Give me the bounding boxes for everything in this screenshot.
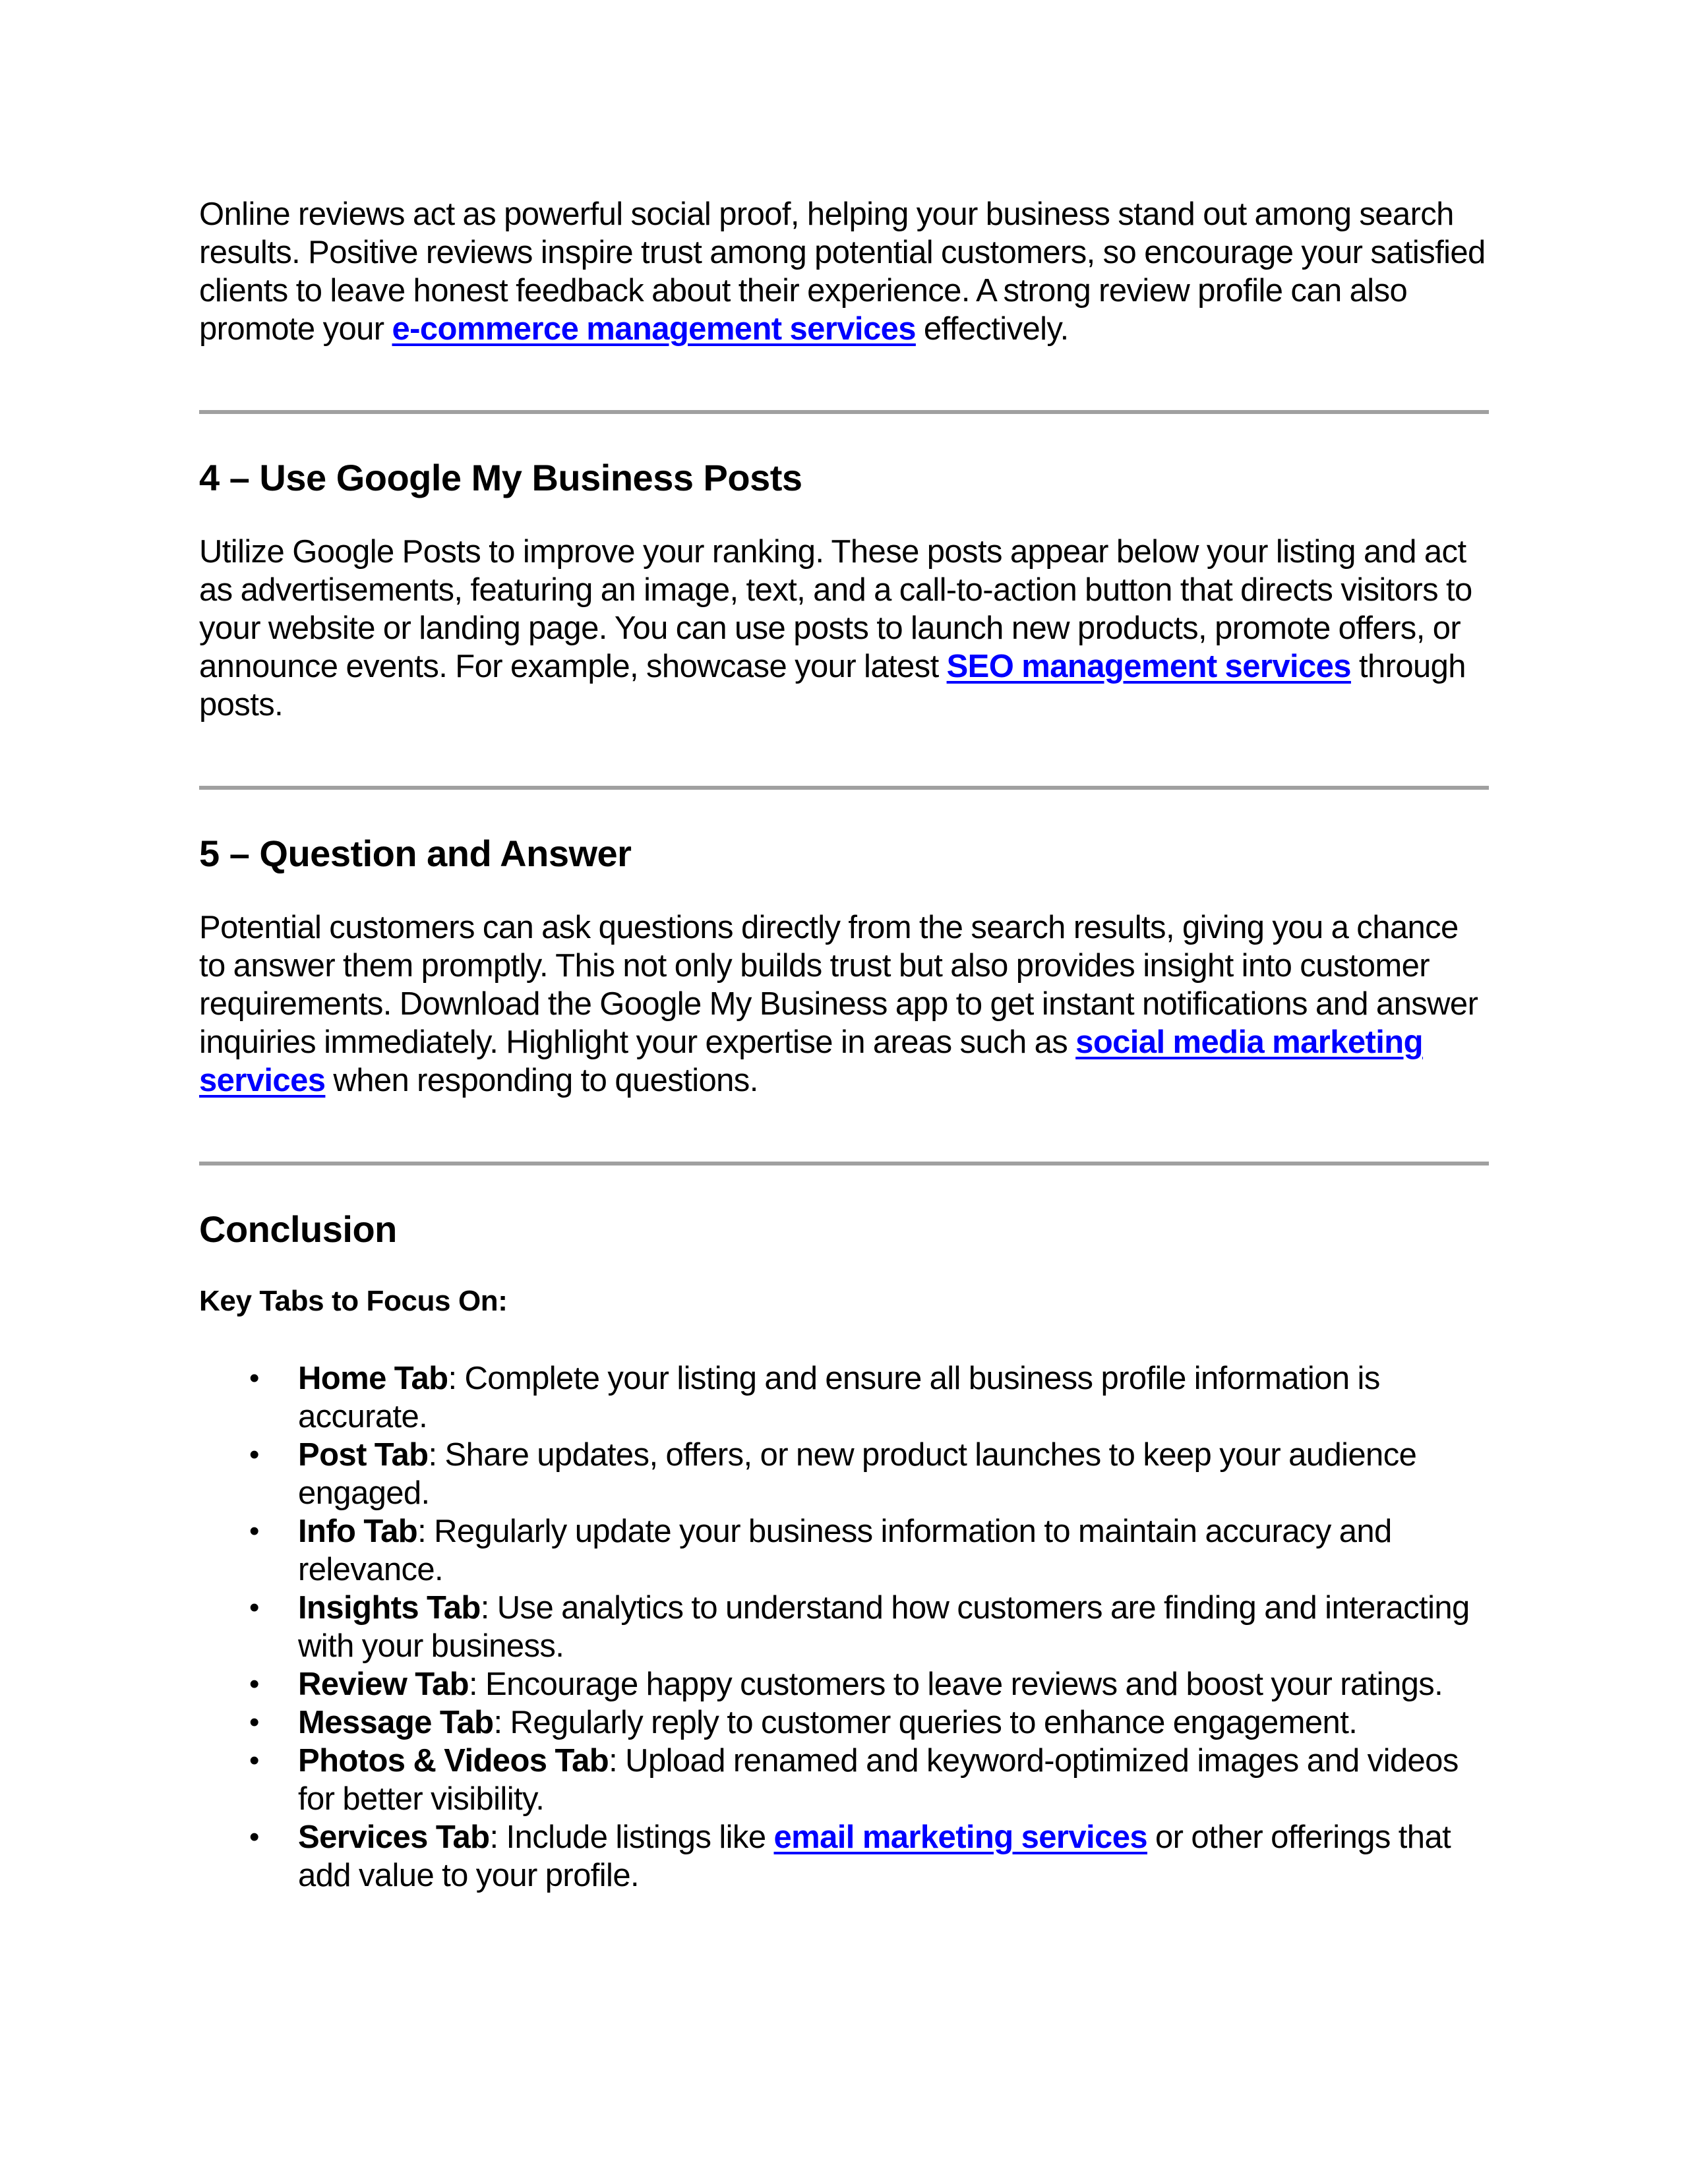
list-item-text: : Use analytics to understand how customers are finding and interacting with your business.	[298, 1590, 1470, 1664]
bullet-icon: •	[249, 1515, 259, 1547]
list-item-label: Message Tab	[298, 1705, 494, 1740]
section-text-after-link: through posts.	[199, 649, 1466, 723]
conclusion-heading: Conclusion	[199, 1208, 397, 1250]
list-item-label: Photos & Videos Tab	[298, 1743, 609, 1779]
list-item-label: Services Tab	[298, 1819, 490, 1855]
list-item-services-tab	[199, 1818, 1492, 1895]
key-tabs-list	[199, 1359, 1492, 1895]
seo-management-services-link[interactable]: SEO management services	[946, 649, 1351, 684]
list-item-text: : Share updates, offers, or new product launches to keep your audience engaged.	[298, 1437, 1417, 1511]
list-item-review-tab	[199, 1665, 1492, 1703]
key-tabs-subheading: Key Tabs to Focus On:	[199, 1285, 508, 1317]
section-heading-question-answer: 5 – Question and Answer	[199, 833, 632, 874]
list-item-post-tab	[199, 1436, 1492, 1512]
list-item-text: : Regularly update your business information to maintain accuracy and relevance.	[298, 1514, 1392, 1587]
list-item-label: Post Tab	[298, 1437, 429, 1473]
list-item-text: : Encourage happy customers to leave reviews and boost your ratings.	[468, 1667, 1443, 1702]
section-text-before-link: Potential customers can ask questions directly from the search results, giving you a chance to answer them promptly. This not only builds trust but also provides insight into customer requirements. Download the Google My Business app to get instant notifications and answer inquiries immediately. Highlight your expertise in areas such as	[199, 910, 1478, 1060]
bullet-icon: •	[249, 1362, 259, 1394]
section-text-before-link: Utilize Google Posts to improve your ranking. These posts appear below your listing and act as advertisements, featuring an image, text, and a call-to-action button that directs visitors to your website or landing page. You can use posts to launch new products, promote offers, or announce events. For example, showcase your latest	[199, 534, 1472, 684]
bullet-icon: •	[249, 1668, 259, 1700]
section-heading-google-posts: 4 – Use Google My Business Posts	[199, 457, 802, 498]
document-page	[199, 195, 1492, 1895]
list-item-text-before-link: : Include listings like	[489, 1819, 774, 1855]
ecommerce-management-services-link[interactable]: e-commerce management services	[392, 311, 916, 347]
section-paragraph-google-posts	[199, 533, 1492, 724]
intro-text-after-link: effectively.	[915, 311, 1069, 347]
list-item-label: Info Tab	[298, 1514, 418, 1549]
list-item-text: : Regularly reply to customer queries to enhance engagement.	[493, 1705, 1358, 1740]
list-item-home-tab	[199, 1359, 1492, 1436]
intro-text-before-link: Online reviews act as powerful social proof, helping your business stand out among search results. Positive reviews inspire trust among potential customers, so encourage your satisfied clients to leave honest feedback about their experience. A strong review profile can also promote your	[199, 196, 1486, 347]
list-item-label: Review Tab	[298, 1667, 469, 1702]
bullet-icon: •	[249, 1591, 259, 1624]
list-item-label: Home Tab	[298, 1361, 448, 1396]
list-item-info-tab	[199, 1512, 1492, 1589]
list-item-text-after-link: or other offerings that add value to your profile.	[298, 1819, 1451, 1893]
social-media-marketing-services-link[interactable]: social media marketing services	[199, 1024, 1423, 1098]
email-marketing-services-link[interactable]: email marketing services	[773, 1819, 1148, 1855]
bullet-icon: •	[249, 1821, 259, 1853]
bullet-icon: •	[249, 1438, 259, 1471]
list-item-message-tab	[199, 1703, 1492, 1742]
list-item-insights-tab	[199, 1589, 1492, 1665]
bullet-icon: •	[249, 1706, 259, 1738]
section-text-after-link: when responding to questions.	[325, 1063, 758, 1098]
section-paragraph-question-answer	[199, 908, 1492, 1100]
list-item-photos-videos-tab	[199, 1742, 1492, 1818]
list-item-text: : Upload renamed and keyword-optimized images and videos for better visibility.	[298, 1743, 1459, 1817]
list-item-text: : Complete your listing and ensure all business profile information is accurate.	[298, 1361, 1380, 1434]
list-item-label: Insights Tab	[298, 1590, 481, 1626]
intro-paragraph	[199, 195, 1492, 348]
bullet-icon: •	[249, 1744, 259, 1777]
